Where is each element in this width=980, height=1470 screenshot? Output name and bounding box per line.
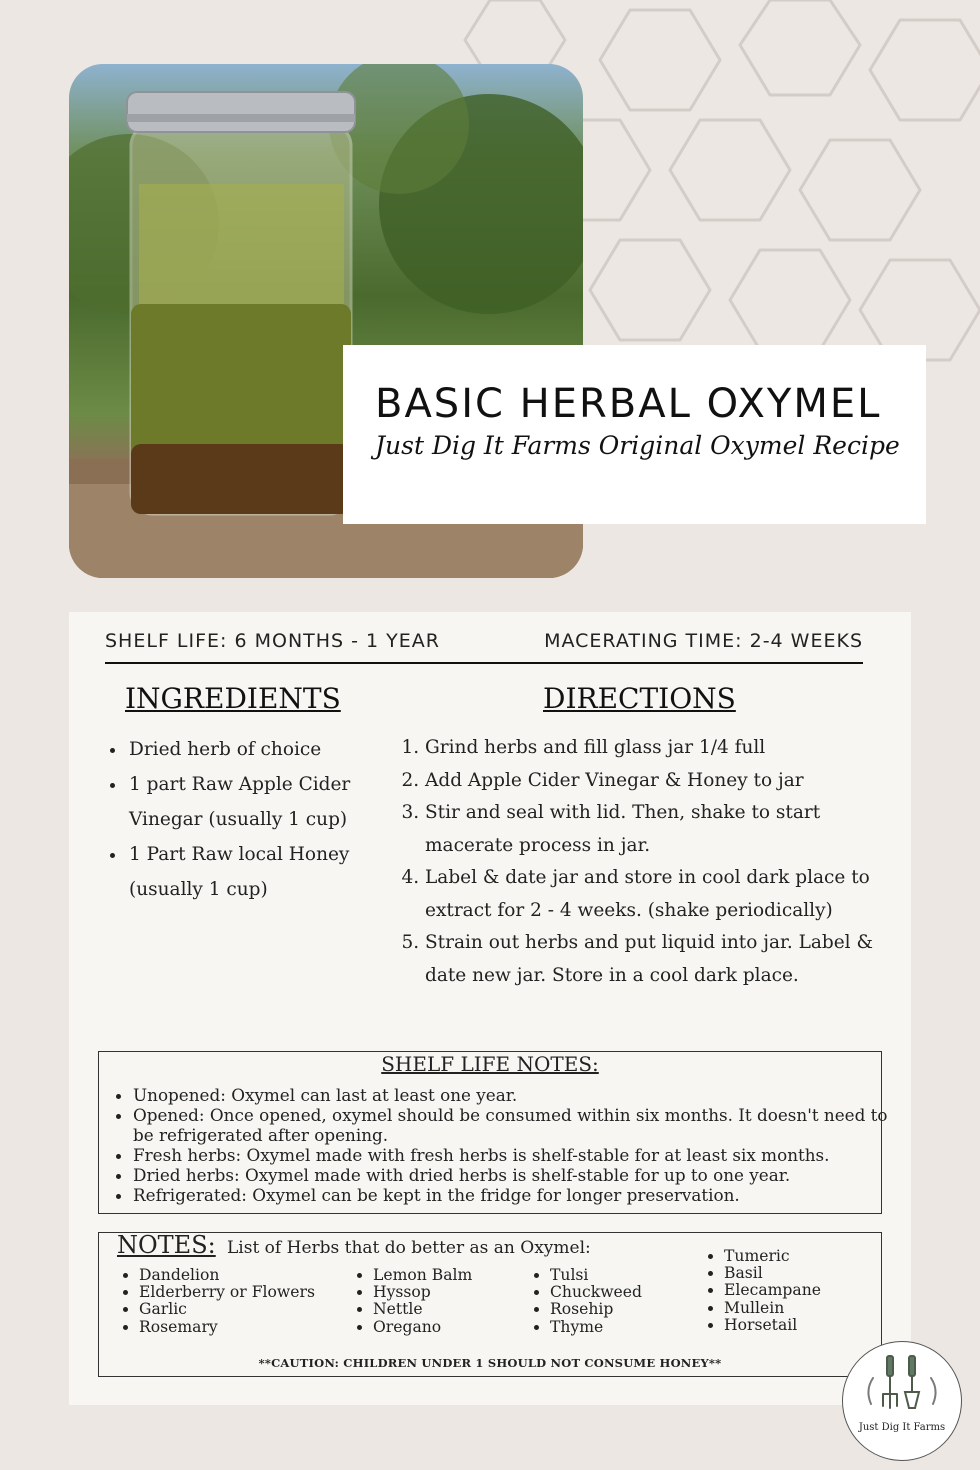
list-item: • Oregano [373, 1319, 472, 1336]
list-item: • Fresh herbs: Oxymel made with fresh herbs is shelf-stable for at least six months. [133, 1145, 893, 1165]
list-item: • Elderberry or Flowers [139, 1284, 315, 1301]
herb-list-col3 [528, 1267, 642, 1336]
list-item: • Basil [724, 1265, 821, 1282]
macerating-time-text: MACERATING TIME: 2-4 WEEKS [544, 630, 863, 652]
herb-list-col1 [117, 1267, 315, 1336]
herb-list-col4 [702, 1248, 821, 1334]
list-item: • 1 Part Raw local Honey (usually 1 cup) [127, 837, 387, 907]
list-item: 4. Label & date jar and store in cool dark place to extract for 2 - 4 weeks. (shake periodically) [425, 862, 895, 927]
farm-logo [842, 1341, 962, 1461]
list-item: • Opened: Once opened, oxymel should be consumed within six months. It doesn't need to be refrigerated after opening. [133, 1105, 893, 1145]
list-item: • Thyme [550, 1319, 642, 1336]
list-item: • Mullein [724, 1300, 821, 1317]
shelf-life-notes-heading: SHELF LIFE NOTES: [381, 1052, 599, 1076]
list-item: 5. Strain out herbs and put liquid into jar. Label & date new jar. Store in a cool dark place. [425, 927, 895, 992]
list-item: • Refrigerated: Oxymel can be kept in the fridge for longer preservation. [133, 1185, 893, 1205]
directions-list [391, 732, 895, 992]
logo-text: Just Dig It Farms [858, 1422, 946, 1433]
list-item: • Elecampane [724, 1282, 821, 1299]
ingredients-heading: INGREDIENTS [125, 682, 341, 715]
list-item: • Tumeric [724, 1248, 821, 1265]
list-item: • Dried herb of choice [127, 732, 387, 767]
notes-box [98, 1232, 882, 1377]
list-item: • Horsetail [724, 1317, 821, 1334]
directions-heading: DIRECTIONS [543, 682, 736, 715]
title-card [343, 345, 926, 524]
shelf-life-notes-list [111, 1085, 893, 1205]
honey-caution: **CAUTION: CHILDREN UNDER 1 SHOULD NOT CONSUME HONEY** [258, 1356, 722, 1370]
notes-subheading: List of Herbs that do better as an Oxymel: [227, 1238, 591, 1258]
recipe-card [69, 612, 911, 1405]
ingredients-list [105, 732, 387, 907]
list-item: • 1 part Raw Apple Cider Vinegar (usually 1 cup) [127, 767, 387, 837]
page-title: BASIC HERBAL OXYMEL [375, 381, 882, 427]
shelf-life-text: SHELF LIFE: 6 MONTHS - 1 YEAR [105, 630, 440, 652]
list-item: • Unopened: Oxymel can last at least one year. [133, 1085, 893, 1105]
shelf-life-notes-box [98, 1051, 888, 1214]
list-item: • Rosemary [139, 1319, 315, 1336]
recipe-meta [105, 628, 863, 664]
list-item: • Lemon Balm [373, 1267, 472, 1284]
list-item: • Rosehip [550, 1301, 642, 1318]
list-item: • Hyssop [373, 1284, 472, 1301]
notes-heading: NOTES: [117, 1231, 216, 1259]
page-subtitle: Just Dig It Farms Original Oxymel Recipe [375, 431, 900, 460]
herb-list-col2 [351, 1267, 472, 1336]
list-item: • Nettle [373, 1301, 472, 1318]
list-item: 2. Add Apple Cider Vinegar & Honey to jar [425, 765, 895, 798]
list-item: • Garlic [139, 1301, 315, 1318]
list-item: • Dandelion [139, 1267, 315, 1284]
garden-tools-icon [843, 1342, 961, 1422]
list-item: • Dried herbs: Oxymel made with dried herbs is shelf-stable for up to one year. [133, 1165, 893, 1185]
list-item: 1. Grind herbs and fill glass jar 1/4 full [425, 732, 895, 765]
list-item: • Tulsi [550, 1267, 642, 1284]
list-item: 3. Stir and seal with lid. Then, shake to start macerate process in jar. [425, 797, 895, 862]
list-item: • Chuckweed [550, 1284, 642, 1301]
